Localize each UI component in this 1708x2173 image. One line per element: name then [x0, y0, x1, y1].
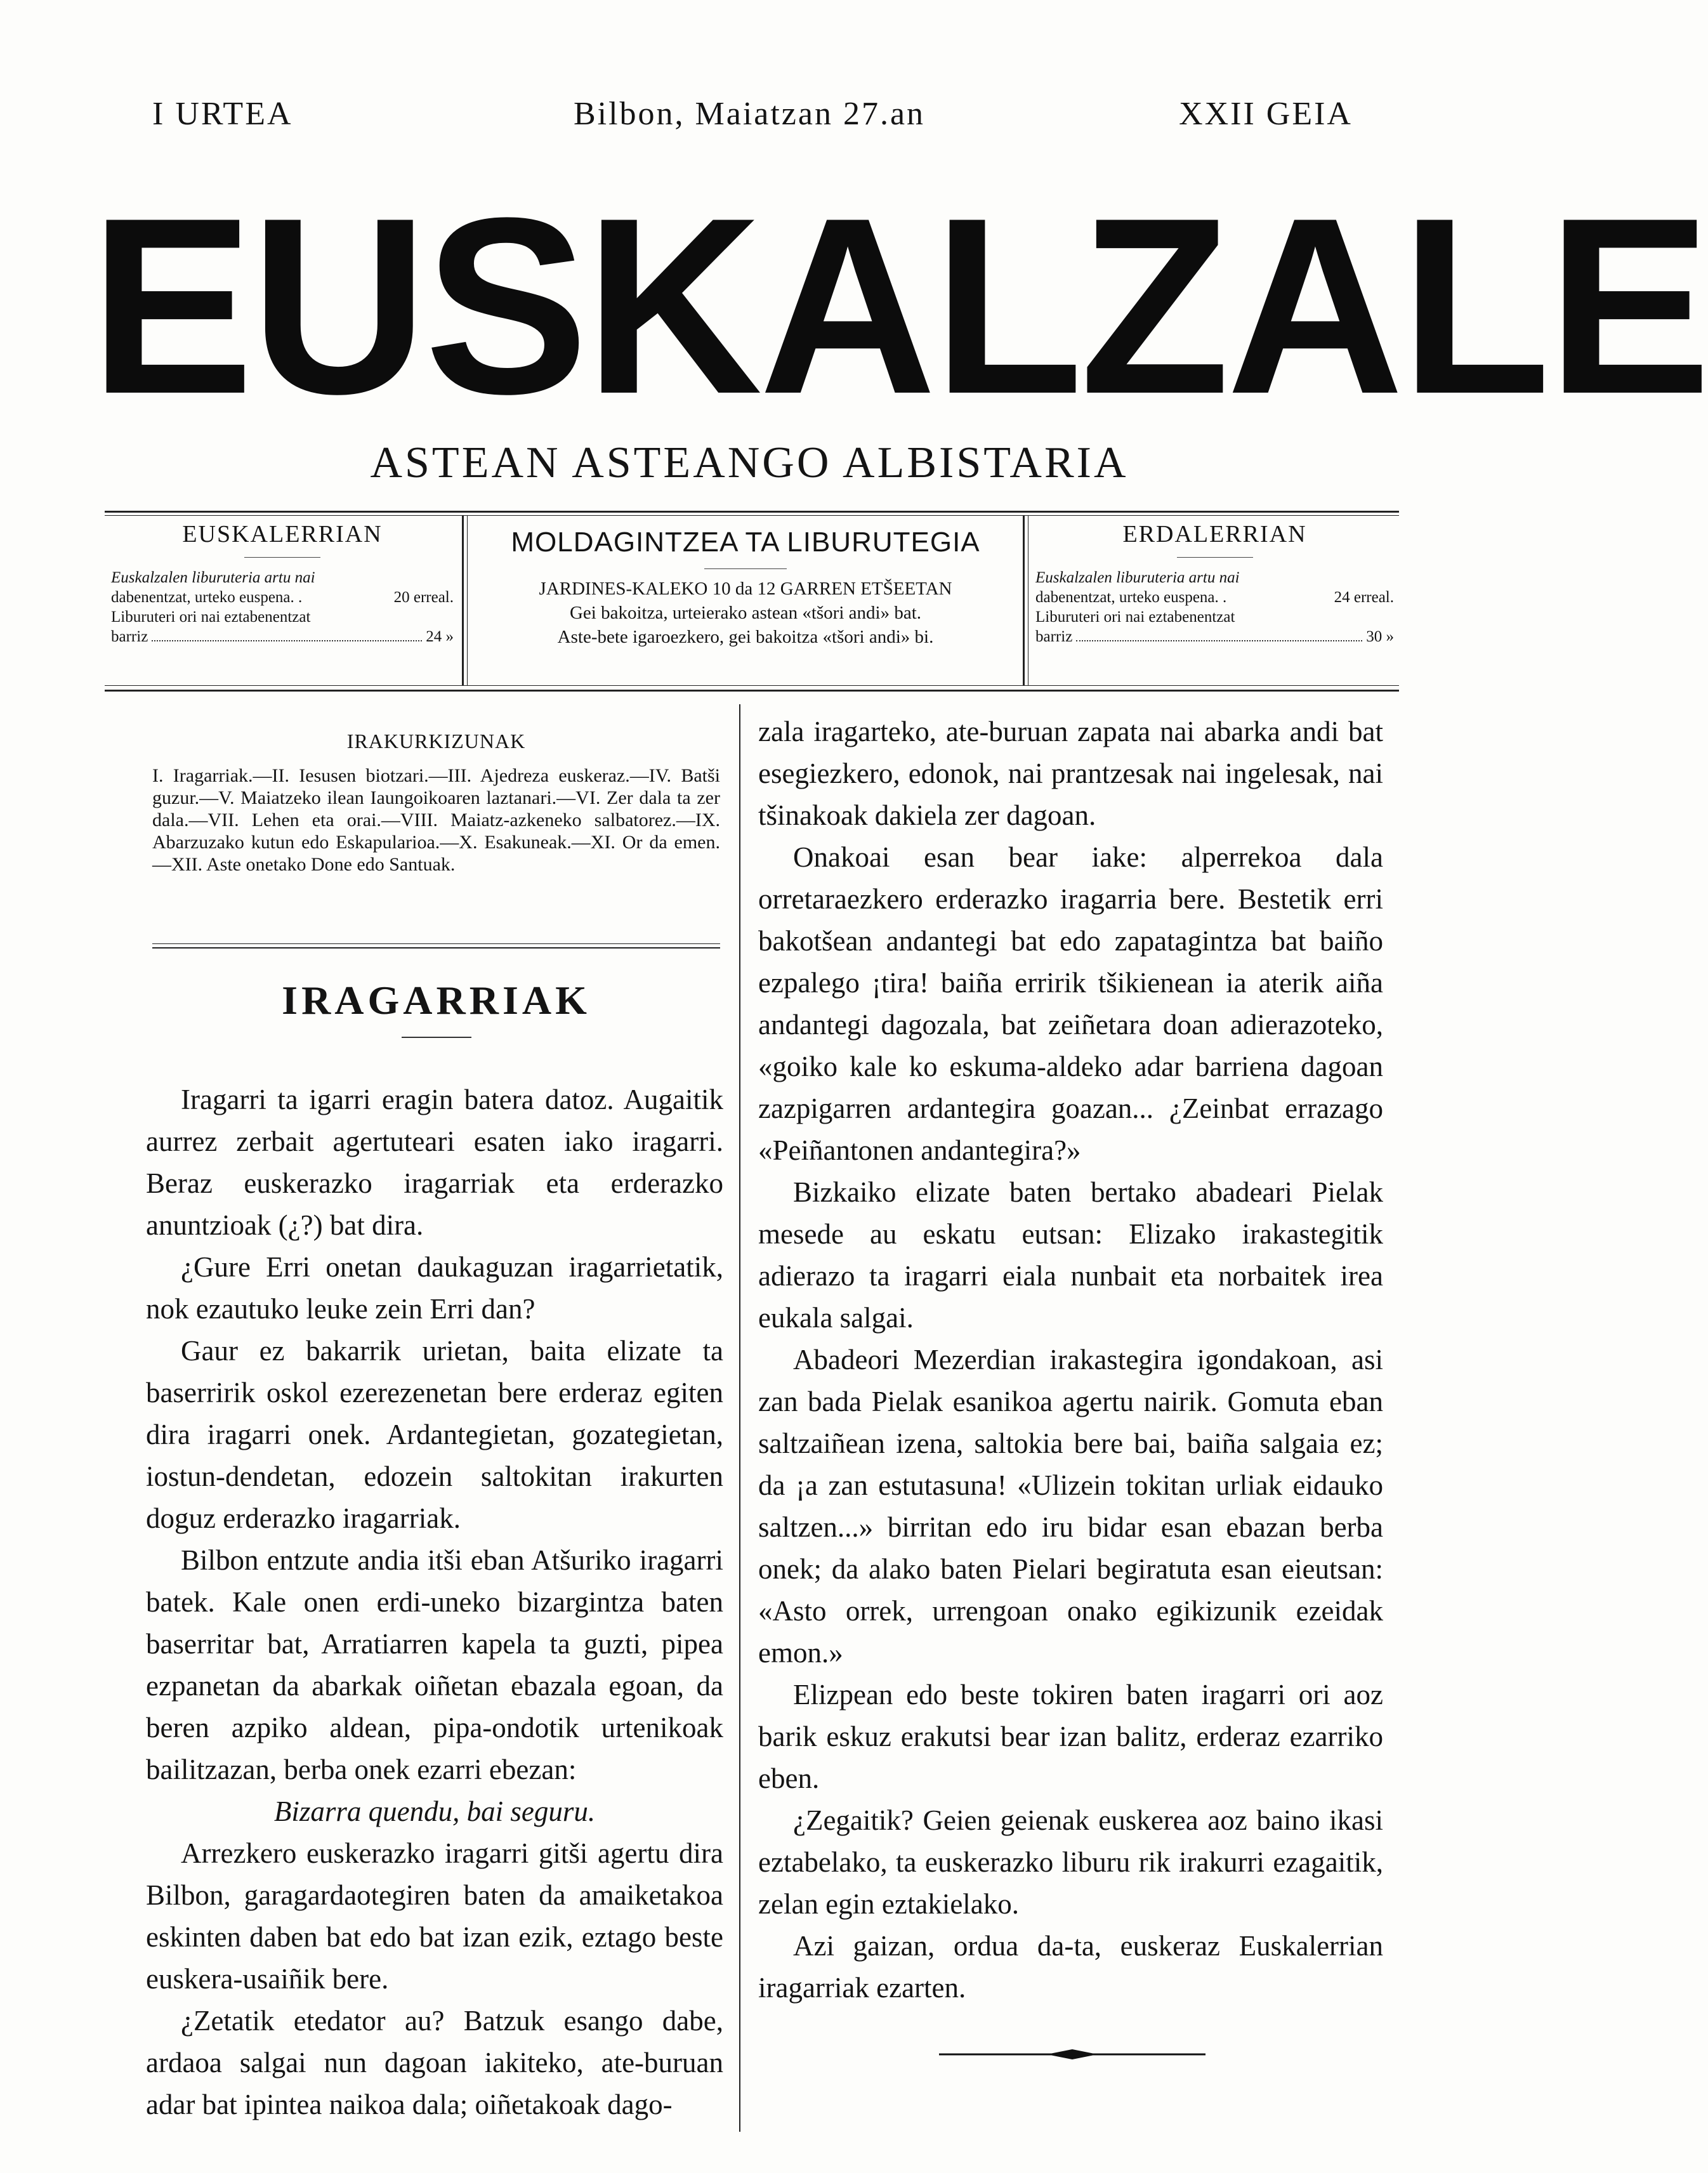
paragraph: Iragarri ta igarri eragin batera datoz. Augaitik aurrez zerbait agertuteari esaten iako iragarri. Beraz euskerazko iragarriak eta erderazko anuntzioak (¿?) bat dira. [146, 1084, 723, 1241]
rule-bottom-thin [105, 685, 1399, 686]
toc-rule-thick [152, 947, 720, 949]
box-price-row: dabenentzat, urteko euspena. . 20 erreal. [111, 589, 454, 606]
box-line: Euskalzalen liburuteria artu nai [111, 569, 315, 586]
box-title-rule [1177, 557, 1253, 559]
paragraph: zala iragarteko, ate-buruan zapata nai abarka andi bat esegiezkero, edonok, nai prantzesak nai ingelesak, nai tšinakoak dakiela zer dagoan. [758, 716, 1383, 831]
box-line: Euskalzalen liburuteria artu nai [1035, 569, 1240, 586]
box-line: Gei bakoitza, urteierako astean «tšori andi» bat. [569, 603, 922, 623]
paragraph: Bizkaiko elizate baten bertako abadeari Pielak mesede au eskatu eutsan: Elizako irakastegitik adierazo ta iragarri eiala nunbait eta norbaitek irea eukala salgai. [758, 1176, 1383, 1334]
article-title: IRAGARRIAK [282, 978, 591, 1023]
box-divider-right [1023, 515, 1025, 685]
article-left-column [146, 1079, 723, 2125]
end-ornament-icon [939, 2048, 1205, 2061]
box-title: MOLDAGINTZEA TA LIBURUTEGIA [511, 527, 980, 558]
box-line: Liburuteri ori nai eztabenentzat [111, 608, 311, 626]
box-divider-left-thin [467, 515, 468, 685]
header-place-date: Bilbon, Maiatzan 27.an [573, 96, 926, 132]
paragraph: ¿Gure Erri onetan daukaguzan iragarrietatik, nok ezautuko leuke zein Erri dan? [146, 1251, 723, 1325]
article-header [152, 977, 720, 1038]
rule-bottom [105, 690, 1399, 692]
box-price-row: dabenentzat, urteko euspena. . 24 erreal. [1035, 589, 1394, 606]
toc-text: I. Iragarriak.—II. Iesusen biotzari.—III. Ajedreza euskeraz.—IV. Batši guzur.—V. Maiatzeko ilean Iaungoikoaren laztanari.—VI. Zer dala ta zer dala.—VII. Lehen eta orai.—VIII. Maiatz-azkeneko salbatorez.—IX. Abarzuzako kutun edo Eskapularioa.—X. Esakuneak.—XI. Or da emen.—XII. Aste onetako Done edo Santuak. [152, 765, 720, 875]
paragraph: ¿Zetatik etedator au? Batzuk esango dabe, ardaoa salgai nun dagoan iakiteko, ate-buruan adar bat ipintea naikoa dala; oiñetakoak dago- [146, 2005, 723, 2120]
box-title: ERDALERRIAN [1122, 521, 1307, 548]
paragraph: Onakoai esan bear iake: alperrekoa dala orretaraezkero erderazko iragarria bere. Bestetik erri bakotšean andantegi bat edo zapatagintza bat baiño ezpalego ¡tira! baiña erririk tšikienean ia aterik aiña andantegi dagozala, bat zeiñetara doan adierazoteko, «goiko kale ko eskuma-aldeko adar barriena dagoan zazpigarren ardantegira goazan... ¿Zeinbat errazago «Peiñantonen andantegira?» [758, 841, 1383, 1166]
header-issue: XXII GEIA [1179, 96, 1353, 132]
box-line: JARDINES-KALEKO 10 da 12 GARREN ETŠEETAN [539, 579, 952, 599]
box-title-rule [704, 568, 787, 570]
masthead-subtitle: ASTEAN ASTEANGO ALBISTARIA [370, 438, 1129, 487]
box-moldagintzea [473, 527, 1018, 649]
article-right-column [758, 711, 1383, 2009]
box-line: Aste-bete igaroezkero, gei bakoitza «tšori andi» bi. [557, 627, 934, 647]
toc-rule [152, 943, 720, 944]
masthead-title: EUSKALZALE [89, 166, 1708, 447]
paragraph: Abadeori Mezerdian irakastegira igondakoan, asi zan bada Pielak esanikoa agertu nairik. Gomuta eban saltzaiñean izena, saltokia bere bai, baiña salgaia ez; da ¡a zan estutasuna! «Ulizein tokitan urliak eidauko saltzen...» birritan edo iru bidar esan ebazan berba onek; da alako baten Pielari begiratuta esan eieutsan: «Asto orrek, urrengoan onako egikizunik ezeidak emon.» [758, 1344, 1383, 1669]
quote: Bizarra quendu, bai seguru. [273, 1796, 596, 1827]
paragraph: Elizpean edo beste tokiren baten iragarri ori aoz barik eskuz erakutsi bear izan balitz, erderaz ezarriko eben. [758, 1679, 1383, 1794]
paragraph: Arrezkero euskerazko iragarri gitši agertu dira Bilbon, garagardaotegiren baten da amaiketakoa eskinten daben bat edo bat izan ezik, eztago beste euskera-usaiñik bere. [146, 1837, 723, 1995]
box-price-row: barriz 24 » [111, 628, 454, 645]
table-of-contents [152, 730, 720, 876]
header-year: I URTEA [152, 96, 293, 132]
box-erdalerrian [1035, 520, 1394, 647]
paragraph: Gaur ez bakarrik urietan, baita elizate ta baserririk oskol ezerezenetan bere erderaz egiten dira iragarri onek. Ardantegietan, gozategietan, iostun-dendetan, edozein saltokitan irakurten doguz erderazko iragarriak. [146, 1335, 723, 1534]
box-line: Liburuteri ori nai eztabenentzat [1035, 608, 1235, 626]
paragraph: Bilbon entzute andia itši eban Atšuriko iragarri batek. Kale onen erdi-uneko bizargintza baten baserritar bat, Arratiarren kapela ta guzti, pipea ezpanetan da abarkak oiñetan ebazala egoan, da beren azpiko aldean, pipa-ondotik urtenikoak bailitzazan, berba onek ezarri ebezan: [146, 1544, 723, 1785]
paragraph: Azi gaizan, ordua da-ta, euskeraz Euskalerrian iragarriak ezarten. [758, 1930, 1383, 2004]
box-price-row: barriz 30 » [1035, 628, 1394, 645]
paragraph: ¿Zegaitik? Geien geienak euskerea aoz baino ikasi eztabelako, ta euskerazko liburu rik irakurri ezagaitik, zelan egin eztakielako. [758, 1804, 1383, 1920]
box-title-rule [244, 557, 320, 559]
box-euskalerrian [111, 520, 454, 647]
box-divider-left [462, 515, 464, 685]
rule-top-thin [105, 515, 1399, 516]
article-title-rule [402, 1037, 471, 1038]
toc-title: IRAKURKIZUNAK [346, 730, 526, 752]
column-divider [739, 704, 740, 2132]
rule-top [105, 511, 1399, 513]
box-title: EUSKALERRIAN [182, 521, 383, 548]
